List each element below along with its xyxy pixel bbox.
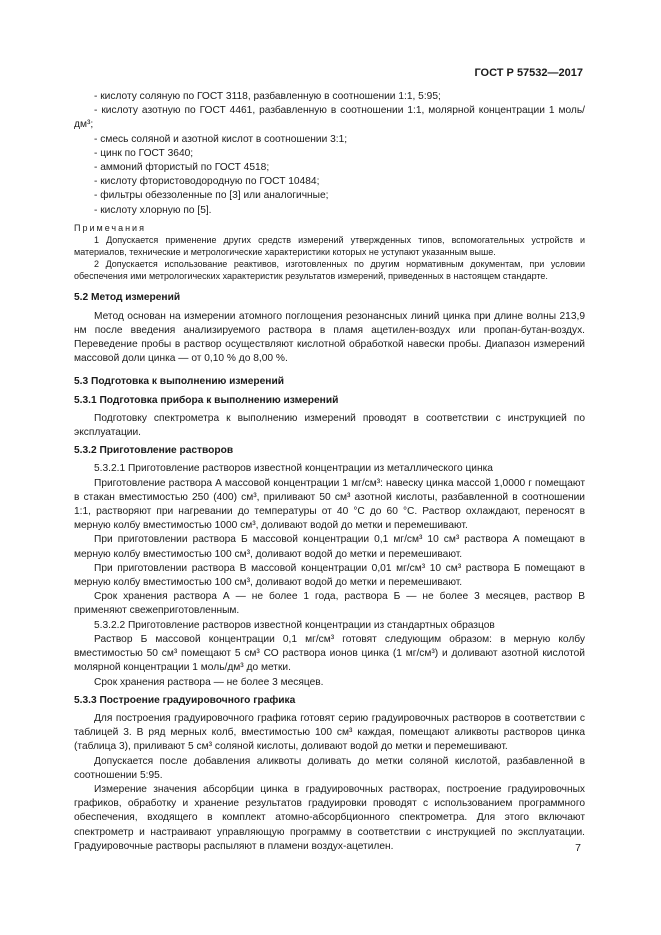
section-5-3-2-2-title: 5.3.2.2 Приготовление растворов известной концентрации из стандартных образцов (94, 619, 495, 631)
document-header: ГОСТ Р 57532—2017 (474, 67, 583, 79)
note-2: 2 Допускается использование реактивов, изготовленных по другим нормативным документам, при условии обеспечения ими метрологических характеристик результатов измерений, приведенных в настоящем стандарте. (74, 259, 585, 282)
list-item: - цинк по ГОСТ 3640; (94, 147, 194, 159)
solution-b-paragraph: При приготовлении раствора Б массовой концентрации 0,1 мг/см³ 10 см³ раствора А помещают в мерную колбу вместимостью 100 см³, доливают водой до метки и перемешивают. (74, 534, 585, 560)
notes-title: Примечания (74, 222, 146, 233)
page-number: 7 (575, 842, 581, 854)
list-item: - смесь соляной и азотной кислот в соотношении 3:1; (94, 133, 348, 145)
section-5-3-heading: 5.3 Подготовка к выполнению измерений (74, 376, 284, 388)
solution-a-paragraph: Приготовление раствора А массовой концентрации 1 мг/см³: навеску цинка массой 1,0000 г помещают в стакан вместимостью 250 (400) см³, приливают 50 см³ азотной кислоты, разбавленной в соотношении 1:1, растворяют при нагревании до температуры от 40 °С до 60 °С. Раствор охлаждают, переносят в мерную колбу вместимостью 1000 см³, доливают водой до метки и перемешивают. (74, 477, 585, 532)
solution-b-so-paragraph: Раствор Б массовой концентрации 0,1 мг/см³ готовят следующим образом: в мерную колбу вместимостью 50 см³ помещают 5 см³ СО раствора ионов цинка (1 мг/см³) и доливают азотной кислотой молярной концентрации 1 моль/дм³ до метки. (74, 633, 585, 674)
list-item: - кислоту фтористоводородную по ГОСТ 10484; (94, 176, 320, 188)
storage-paragraph: Срок хранения раствора А — не более 1 года, раствора Б — не более 3 месяцев, раствор В применяют свежеприготовленным. (74, 591, 585, 617)
solution-v-paragraph: При приготовлении раствора В массовой концентрации 0,01 мг/см³ 10 см³ раствора Б помещают в мерную колбу вместимостью 100 см³, доливают водой до метки и перемешивают. (74, 562, 585, 589)
list-item: - кислоту хлорную по [5]. (94, 204, 212, 216)
section-5-3-2-heading: 5.3.2 Приготовление растворов (74, 445, 234, 457)
list-item: - кислоту азотную по ГОСТ 4461, разбавленную в соотношении 1:1, молярной концентрации 1 моль/дм³; (74, 105, 585, 131)
section-5-3-1-paragraph: Подготовку спектрометра к выполнению измерений проводят в соответствии с инструкцией по эксплуатации. (74, 412, 585, 439)
section-5-2-heading: 5.2 Метод измерений (74, 292, 181, 304)
note-1: 1 Допускается применение других средств измерений утвержденных типов, вспомогательных устройств и материалов, технические и метрологические характеристики которых не уступают указанным выше. (74, 235, 585, 258)
list-item: - кислоту соляную по ГОСТ 3118, разбавленную в соотношении 1:1, 5:95; (94, 91, 441, 102)
section-5-3-2-1-title: 5.3.2.1 Приготовление растворов известной концентрации из металлического цинка (94, 463, 493, 475)
calibration-paragraph-1: Для построения градуировочного графика готовят серию градуировочных растворов в соответствии с таблицей 3. В ряд мерных колб, вместимостью 100 см³ каждая, помещают аликвоты растворов цинка (таблица 3), приливают 5 см³ соляной кислоты, доливают водой до метки и перемешивают. (74, 712, 585, 753)
calibration-paragraph-3: Измерение значения абсорбции цинка в градуировочных растворах, построение градуировочных графиков, обработку и хранение результатов градуировки проводят с использованием программного обеспечения, входящего в комплект атомно-абсорбционного спектрометра. Для этого включают спектрометр и настраивают управляющую программу в соответствии с инструкцией по эксплуатации. Градуировочные растворы распыляют в пламени воздух-ацетилен. (74, 783, 585, 852)
document-body (74, 90, 585, 854)
storage-so-paragraph: Срок хранения раствора — не более 3 месяцев. (94, 676, 324, 688)
section-5-3-1-heading: 5.3.1 Подготовка прибора к выполнению измерений (74, 394, 339, 406)
list-item: - фильтры обеззоленные по [3] или аналогичные; (94, 190, 329, 202)
calibration-paragraph-2: Допускается после добавления аликвоты доливать до метки соляной кислотой, разбавленной в соотношении 5:95. (74, 755, 585, 781)
section-5-3-3-heading: 5.3.3 Построение градуировочного графика (74, 694, 296, 706)
list-item: - аммоний фтористый по ГОСТ 4518; (94, 162, 270, 174)
section-5-2-paragraph: Метод основан на измерении атомного поглощения резонансных линий цинка при длине волны 213,9 нм после введения анализируемого раствора в пламя ацетилен-воздух или пропан-бутан-воздух. Переведение пробы в раствор осуществляют кислотной обработкой навески пробы. Диапазон измерений массовой доли цинка — от 0,10 % до 8,00 %. (74, 310, 585, 365)
